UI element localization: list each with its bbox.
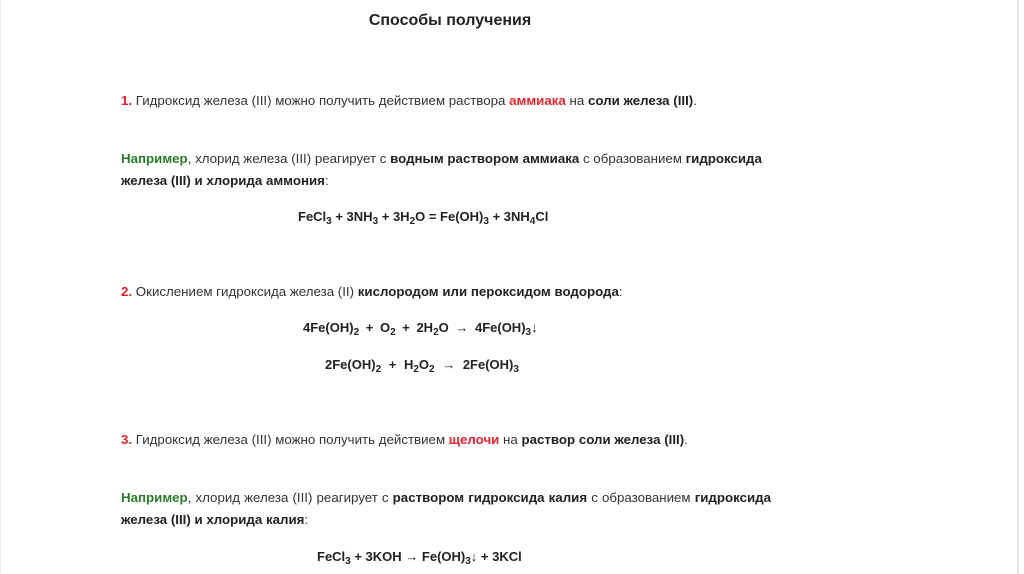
section3-example-bold-2: гидроксида железа (III) и хлорида калия [121,490,771,527]
section1-example-text-3: : [324,173,329,188]
section2-number: 2. [121,284,133,299]
section1-example-label: Например [121,151,188,166]
section3-text [121,429,771,451]
section1-example-text-1: , хлорид железа (III) реагирует с [187,151,391,166]
section3-bold: раствор соли железа (III) [521,432,685,447]
left-edge [0,0,1,574]
section1-text-3: . [693,93,697,108]
section3-number: 3. [121,432,133,447]
section1-highlight: аммиака [509,93,566,108]
section2-equation-1: $4Fe(OH)_2 + O_2 + 2H_2O$ → $4Fe(OH)_3↓$ [303,320,538,338]
section2-equation-2: $2Fe(OH)_2 + H_2O_2 \to 2Fe(OH)_3$ [325,357,519,375]
section3-example-text-2: с образованием [587,490,695,505]
section1-example-bold-2: гидроксида железа (III) и хлорида аммония [121,151,762,188]
section1-bold: соли железа (III) [587,93,694,108]
section1-example-bold-1: водным раствором аммиака [390,151,580,166]
section3-text-3: . [684,432,688,447]
section1-example [121,148,771,192]
section2-text-1: Окислением гидроксида железа (II) [132,284,358,299]
section3-text-2: на [499,432,522,447]
page-title: Способы получения [368,12,532,29]
section3-example-label: Например [121,490,188,505]
section1-example-text-2: с образованием [579,151,686,166]
section1-text [121,90,771,112]
section3-example-bold-1: раствором гидроксида калия [392,490,588,505]
section3-highlight: щелочи [448,432,500,447]
section1-equation: FeCl$_3$ + $3NH_3 + 3H_2O = Fe(OH)_3 + 3NH_4Cl$ [298,209,549,227]
section3-example-text-3: : [304,512,309,527]
right-edge [1017,0,1019,574]
section1-text-1: Гидроксид железа (III) можно получить действием раствора [132,93,510,108]
section2-text-2: : [618,284,623,299]
section3-example-text-1: , хлорид железа (III) реагирует с [187,490,393,505]
section1-number: 1. [121,93,133,108]
section2-bold: кислородом или пероксидом водорода [357,284,619,299]
section3-example [121,487,771,531]
section2-text [121,281,771,303]
section3-text-1: Гидроксид железа (III) можно получить действием [132,432,449,447]
section1-text-2: на [565,93,588,108]
section3-equation: FeCl$_3$ + $3KOH \to Fe(OH)_3↓ + 3KCl$ [317,549,522,567]
